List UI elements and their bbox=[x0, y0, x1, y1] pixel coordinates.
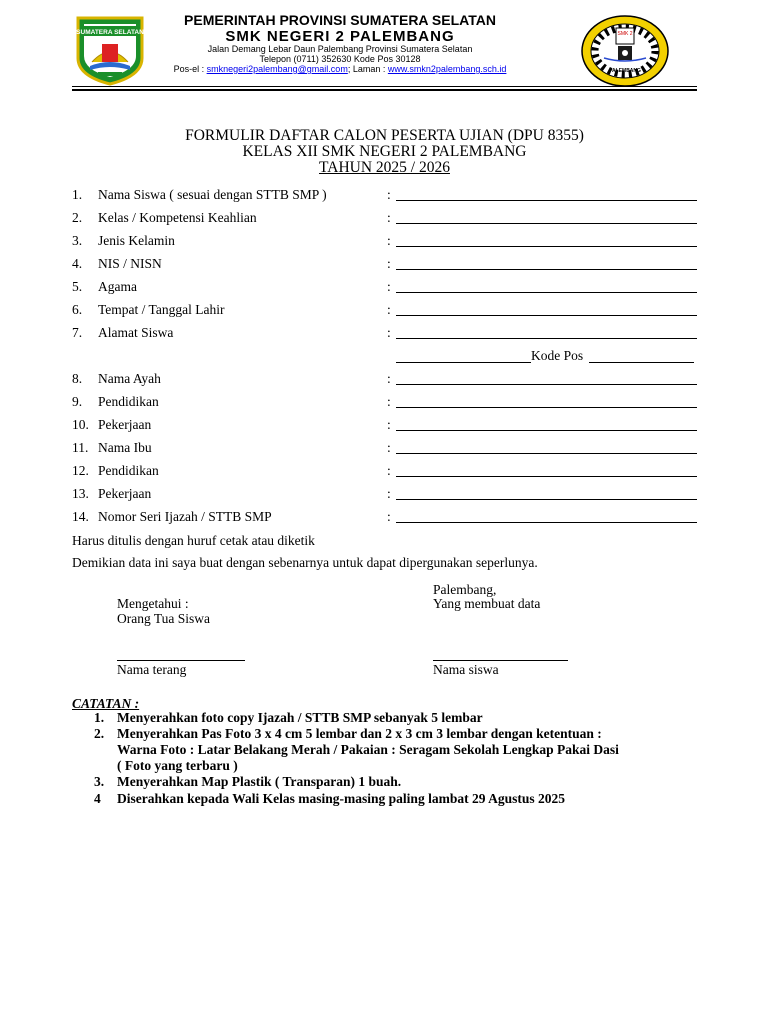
field-label: Nomor Seri Ijazah / STTB SMP bbox=[98, 509, 272, 524]
signature-made-by: Yang membuat data bbox=[433, 596, 541, 611]
field-label: Pendidikan bbox=[98, 463, 159, 478]
field-fill-line[interactable] bbox=[396, 338, 697, 339]
field-number: 11. bbox=[72, 440, 89, 455]
signature-acknowledged: Mengetahui : bbox=[117, 596, 189, 611]
header-address: Jalan Demang Lebar Daun Palembang Provinsi Sumatera Selatan bbox=[207, 44, 473, 54]
header-school-name: SMK NEGERI 2 PALEMBANG bbox=[225, 28, 455, 45]
field-colon: : bbox=[387, 279, 391, 294]
field-number: 1. bbox=[72, 187, 83, 202]
print-instruction: Harus ditulis dengan huruf cetak atau diketik bbox=[72, 533, 315, 548]
note-text: Menyerahkan Pas Foto 3 x 4 cm 5 lembar dan 2 x 3 cm 3 lembar dengan ketentuan : bbox=[117, 726, 602, 741]
smk2-school-logo bbox=[580, 14, 670, 88]
field-label: Kelas / Kompetensi Keahlian bbox=[98, 210, 257, 225]
note-text: Diserahkan kepada Wali Kelas masing-masing paling lambat 29 Agustus 2025 bbox=[117, 791, 565, 806]
field-colon: : bbox=[387, 509, 391, 524]
sumsel-province-logo bbox=[72, 14, 148, 86]
field-number: 7. bbox=[72, 325, 83, 340]
field-fill-line[interactable] bbox=[396, 453, 697, 454]
signature-parent: Orang Tua Siswa bbox=[117, 611, 211, 626]
postcode-line[interactable] bbox=[589, 362, 694, 363]
field-colon: : bbox=[387, 187, 391, 202]
field-colon: : bbox=[387, 463, 391, 478]
note-text-continued: ( Foto yang terbaru ) bbox=[117, 758, 238, 773]
note-number: 4 bbox=[94, 791, 101, 806]
note-number: 2. bbox=[94, 726, 105, 741]
field-number: 10. bbox=[72, 417, 89, 432]
form-class-title: KELAS XII SMK NEGERI 2 PALEMBANG bbox=[242, 143, 527, 160]
email-prefix: Pos-el : bbox=[173, 64, 205, 74]
field-number: 3. bbox=[72, 233, 83, 248]
field-number: 13. bbox=[72, 486, 89, 501]
field-label: Nama Ayah bbox=[98, 371, 161, 386]
field-fill-line[interactable] bbox=[396, 315, 697, 316]
field-number: 2. bbox=[72, 210, 83, 225]
field-label: NIS / NISN bbox=[98, 256, 162, 271]
field-label: Pekerjaan bbox=[98, 417, 152, 432]
note-text: Menyerahkan foto copy Ijazah / STTB SMP sebanyak 5 lembar bbox=[117, 710, 483, 725]
field-fill-line[interactable] bbox=[396, 476, 697, 477]
field-number: 12. bbox=[72, 463, 89, 478]
field-fill-line[interactable] bbox=[396, 223, 697, 224]
field-colon: : bbox=[387, 417, 391, 432]
field-colon: : bbox=[387, 440, 391, 455]
field-number: 14. bbox=[72, 509, 89, 524]
field-fill-line[interactable] bbox=[396, 407, 697, 408]
field-fill-line[interactable] bbox=[396, 430, 697, 431]
form-year-title: TAHUN 2025 / 2026 bbox=[319, 159, 450, 176]
website-link[interactable]: www.smkn2palembang.sch.id bbox=[387, 64, 507, 74]
field-label: Pendidikan bbox=[98, 394, 159, 409]
field-colon: : bbox=[387, 371, 391, 386]
field-label: Agama bbox=[98, 279, 137, 294]
field-number: 8. bbox=[72, 371, 83, 386]
field-label: Pekerjaan bbox=[98, 486, 152, 501]
notes-title: CATATAN : bbox=[72, 696, 140, 711]
student-name-label: Nama siswa bbox=[433, 662, 499, 677]
header-rule-thin bbox=[72, 86, 697, 87]
postcode-address-line[interactable] bbox=[396, 362, 531, 363]
field-colon: : bbox=[387, 325, 391, 340]
field-label: Tempat / Tanggal Lahir bbox=[98, 302, 225, 317]
field-colon: : bbox=[387, 210, 391, 225]
parent-signature-line[interactable] bbox=[117, 660, 245, 661]
logo-right-top-text: SMK 2 bbox=[617, 31, 633, 37]
field-label: Jenis Kelamin bbox=[98, 233, 175, 248]
header-phone: Telepon (0711) 352630 Kode Pos 30128 bbox=[259, 54, 421, 64]
field-number: 9. bbox=[72, 394, 83, 409]
signature-place: Palembang, bbox=[433, 582, 497, 597]
statement-text: Demikian data ini saya buat dengan sebenarnya untuk dapat dipergunakan seperlunya. bbox=[72, 555, 538, 570]
student-signature-line[interactable] bbox=[433, 660, 568, 661]
field-number: 5. bbox=[72, 279, 83, 294]
field-label: Nama Siswa ( sesuai dengan STTB SMP ) bbox=[98, 187, 327, 202]
note-number: 3. bbox=[94, 774, 105, 789]
field-colon: : bbox=[387, 394, 391, 409]
header-rule-thick bbox=[72, 89, 697, 91]
header-contacts bbox=[150, 64, 530, 74]
field-colon: : bbox=[387, 256, 391, 271]
form-title: FORMULIR DAFTAR CALON PESERTA UJIAN (DPU 8355) bbox=[185, 127, 584, 144]
web-prefix: ; Laman : bbox=[347, 64, 386, 74]
parent-name-label: Nama terang bbox=[117, 662, 187, 677]
note-text: Menyerahkan Map Plastik ( Transparan) 1 buah. bbox=[117, 774, 402, 789]
field-fill-line[interactable] bbox=[396, 522, 697, 523]
field-fill-line[interactable] bbox=[396, 384, 697, 385]
header-province: PEMERINTAH PROVINSI SUMATERA SELATAN bbox=[184, 12, 496, 28]
logo-right-bottom-text: PALEMBANG bbox=[609, 68, 641, 74]
field-number: 4. bbox=[72, 256, 83, 271]
note-number: 1. bbox=[94, 710, 105, 725]
field-colon: : bbox=[387, 302, 391, 317]
note-text-continued: Warna Foto : Latar Belakang Merah / Pakaian : Seragam Sekolah Lengkap Pakai Dasi bbox=[117, 742, 619, 757]
field-fill-line[interactable] bbox=[396, 269, 697, 270]
logo-left-text: SUMATERA SELATAN bbox=[76, 29, 144, 36]
field-number: 6. bbox=[72, 302, 83, 317]
field-colon: : bbox=[387, 486, 391, 501]
email-link[interactable]: smknegeri2palembang@gmail.com bbox=[206, 64, 348, 74]
postcode-label: Kode Pos bbox=[531, 348, 584, 363]
field-fill-line[interactable] bbox=[396, 246, 697, 247]
field-fill-line[interactable] bbox=[396, 200, 697, 201]
field-fill-line[interactable] bbox=[396, 292, 697, 293]
field-fill-line[interactable] bbox=[396, 499, 697, 500]
field-label: Nama Ibu bbox=[98, 440, 152, 455]
field-label: Alamat Siswa bbox=[98, 325, 174, 340]
field-colon: : bbox=[387, 233, 391, 248]
